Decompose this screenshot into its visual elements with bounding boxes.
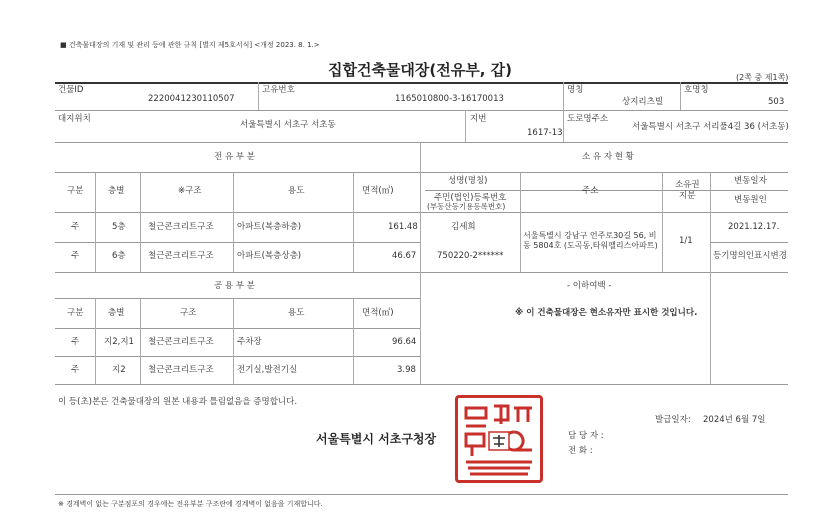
common-row-2-use: 전기실,발전기실 xyxy=(237,365,298,375)
divider xyxy=(55,384,788,385)
divider xyxy=(563,82,564,110)
exclusive-header-floor: 층별 xyxy=(108,186,125,196)
phone-label: 전 화 : xyxy=(568,446,593,456)
bottom-note: ※ 경계벽이 없는 구분점포의 경우에는 전유부분 구조란에 경계벽이 없음을 기재합니다. xyxy=(58,500,323,508)
divider xyxy=(353,172,354,272)
exclusive-row-2-type: 주 xyxy=(71,251,80,261)
top-border xyxy=(55,82,788,84)
owner-id-header-sub: (부동산등기용등록번호) xyxy=(427,202,506,211)
exclusive-section-title: 전 유 부 분 xyxy=(214,152,255,162)
common-header-floor: 층별 xyxy=(108,308,125,318)
change-date-header: 변동일자 xyxy=(734,176,767,186)
divider xyxy=(520,172,521,272)
common-section-title: 공 용 부 분 xyxy=(214,281,255,291)
owner-name-header: 성명(명칭) xyxy=(448,176,488,186)
exclusive-row-2-structure: 철근콘크리트구조 xyxy=(148,251,214,261)
change-date: 2021.12.17. xyxy=(728,222,780,232)
lot-number: 1617-13 xyxy=(527,128,563,138)
divider xyxy=(55,142,788,143)
divider xyxy=(420,142,421,384)
common-row-2-area: 3.98 xyxy=(397,365,416,375)
manager-label: 담 당 자 : xyxy=(568,431,604,441)
divider xyxy=(710,172,711,384)
exclusive-header-type: 구분 xyxy=(67,186,84,196)
official-seal-stamp xyxy=(455,395,543,483)
common-row-2-structure: 철근콘크리트구조 xyxy=(148,365,214,375)
common-header-area: 면적(㎡) xyxy=(362,308,394,318)
divider xyxy=(662,172,663,272)
owner-name: 김세희 xyxy=(451,222,476,232)
legal-reference: ■ 건축물대장의 기재 및 관리 등에 관한 규칙 [별지 제5호서식] <개정 2023. 8. 1.> xyxy=(60,41,320,49)
lot-label: 지번 xyxy=(470,114,487,124)
building-id: 2220041230110507 xyxy=(148,94,235,104)
page-title: 집합건축물대장(전유부, 갑) xyxy=(327,61,513,79)
exclusive-header-structure: ※구조 xyxy=(178,186,202,196)
bottom-border xyxy=(55,494,788,495)
unit-name: 503 xyxy=(768,97,785,107)
common-header-type: 구분 xyxy=(67,308,84,318)
owner-share: 1/1 xyxy=(679,236,693,246)
issue-date: 2024년 6월 7일 xyxy=(703,415,766,425)
common-header-structure: 구조 xyxy=(180,308,197,318)
divider xyxy=(353,298,354,384)
certification-statement: 이 등(초)본은 건축물대장의 원본 내용과 틀림없음을 증명합니다. xyxy=(58,397,298,407)
change-reason: 등기명의인표시변경 xyxy=(713,251,787,261)
owner-share-header: 소유권 xyxy=(675,180,700,190)
common-row-1-area: 96.64 xyxy=(392,337,417,347)
owner-address-header: 주소 xyxy=(582,186,599,196)
divider xyxy=(55,328,420,329)
issue-date-label: 발급일자: xyxy=(655,415,691,425)
owner-address-line-2: 동 5804호 (도곡동,타워팰리스아파트) xyxy=(523,241,658,250)
divider xyxy=(55,356,420,357)
owner-id-header: 주민(법인)등록번호 xyxy=(434,193,507,203)
exclusive-row-1-type: 주 xyxy=(71,222,80,232)
divider xyxy=(710,242,788,243)
divider xyxy=(140,298,141,384)
owner-section-title: 소 유 자 현 황 xyxy=(582,152,634,162)
divider xyxy=(55,242,420,243)
exclusive-row-1-use: 아파트(복층하층) xyxy=(237,222,302,232)
divider xyxy=(140,172,141,272)
divider xyxy=(258,82,259,110)
site-label: 대지위치 xyxy=(58,114,91,124)
divider xyxy=(465,110,466,142)
owner-notice: ※ 이 건축물대장은 현소유자만 표시한 것입니다. xyxy=(515,308,698,318)
common-row-1-use: 주차장 xyxy=(237,337,262,347)
issuer-name: 서울특별시 서초구청장 xyxy=(316,432,437,446)
common-row-2-floor: 지2 xyxy=(112,365,126,375)
exclusive-row-1-area: 161.48 xyxy=(388,222,418,232)
divider xyxy=(55,212,788,213)
divider xyxy=(233,298,234,384)
exclusive-header-area: 면적(㎡) xyxy=(362,186,394,196)
building-name: 상지리츠빌 xyxy=(622,97,664,107)
divider xyxy=(563,110,564,142)
exclusive-row-2-area: 46.67 xyxy=(392,251,417,261)
common-row-1-structure: 철근콘크리트구조 xyxy=(148,337,214,347)
divider xyxy=(95,172,96,272)
unique-no: 1165010800-3-16170013 xyxy=(395,94,504,104)
exclusive-row-2-use: 아파트(복층상층) xyxy=(237,251,302,261)
exclusive-row-1-structure: 철근콘크리트구조 xyxy=(148,222,214,232)
owner-id-number: 750220-2****** xyxy=(437,251,504,261)
common-row-1-floor: 지2,지1 xyxy=(104,337,134,347)
common-header-use: 용도 xyxy=(288,308,305,318)
common-row-1-type: 주 xyxy=(71,337,80,347)
divider xyxy=(55,272,788,273)
owner-address-line-1: 서울특별시 강남구 언주로30길 56, 비 xyxy=(523,231,657,240)
road-address: 서울특별시 서초구 서리풀4길 36 (서초동) xyxy=(632,122,789,132)
divider xyxy=(55,172,788,173)
owner-end-marker: - 이하여백 - xyxy=(567,281,612,291)
divider xyxy=(680,82,681,110)
exclusive-row-1-floor: 5층 xyxy=(112,222,126,232)
exclusive-header-use: 용도 xyxy=(288,186,305,196)
divider xyxy=(55,110,788,111)
site-location: 서울특별시 서초구 서초동 xyxy=(240,120,336,130)
divider xyxy=(425,190,788,191)
divider xyxy=(55,298,420,299)
building-id-label: 건물ID xyxy=(58,85,84,95)
common-row-2-type: 주 xyxy=(71,365,80,375)
unique-no-label: 고유번호 xyxy=(262,85,295,95)
divider xyxy=(233,172,234,272)
road-label: 도로명주소 xyxy=(567,114,609,124)
change-reason-header: 변동원인 xyxy=(734,195,767,205)
owner-share-header-sub: 지분 xyxy=(679,191,696,201)
page-info: (2쪽 중 제1쪽) xyxy=(736,73,789,82)
divider xyxy=(95,298,96,384)
unit-label: 호명칭 xyxy=(684,85,709,95)
name-label: 명칭 xyxy=(567,85,584,95)
exclusive-row-2-floor: 6층 xyxy=(112,251,126,261)
